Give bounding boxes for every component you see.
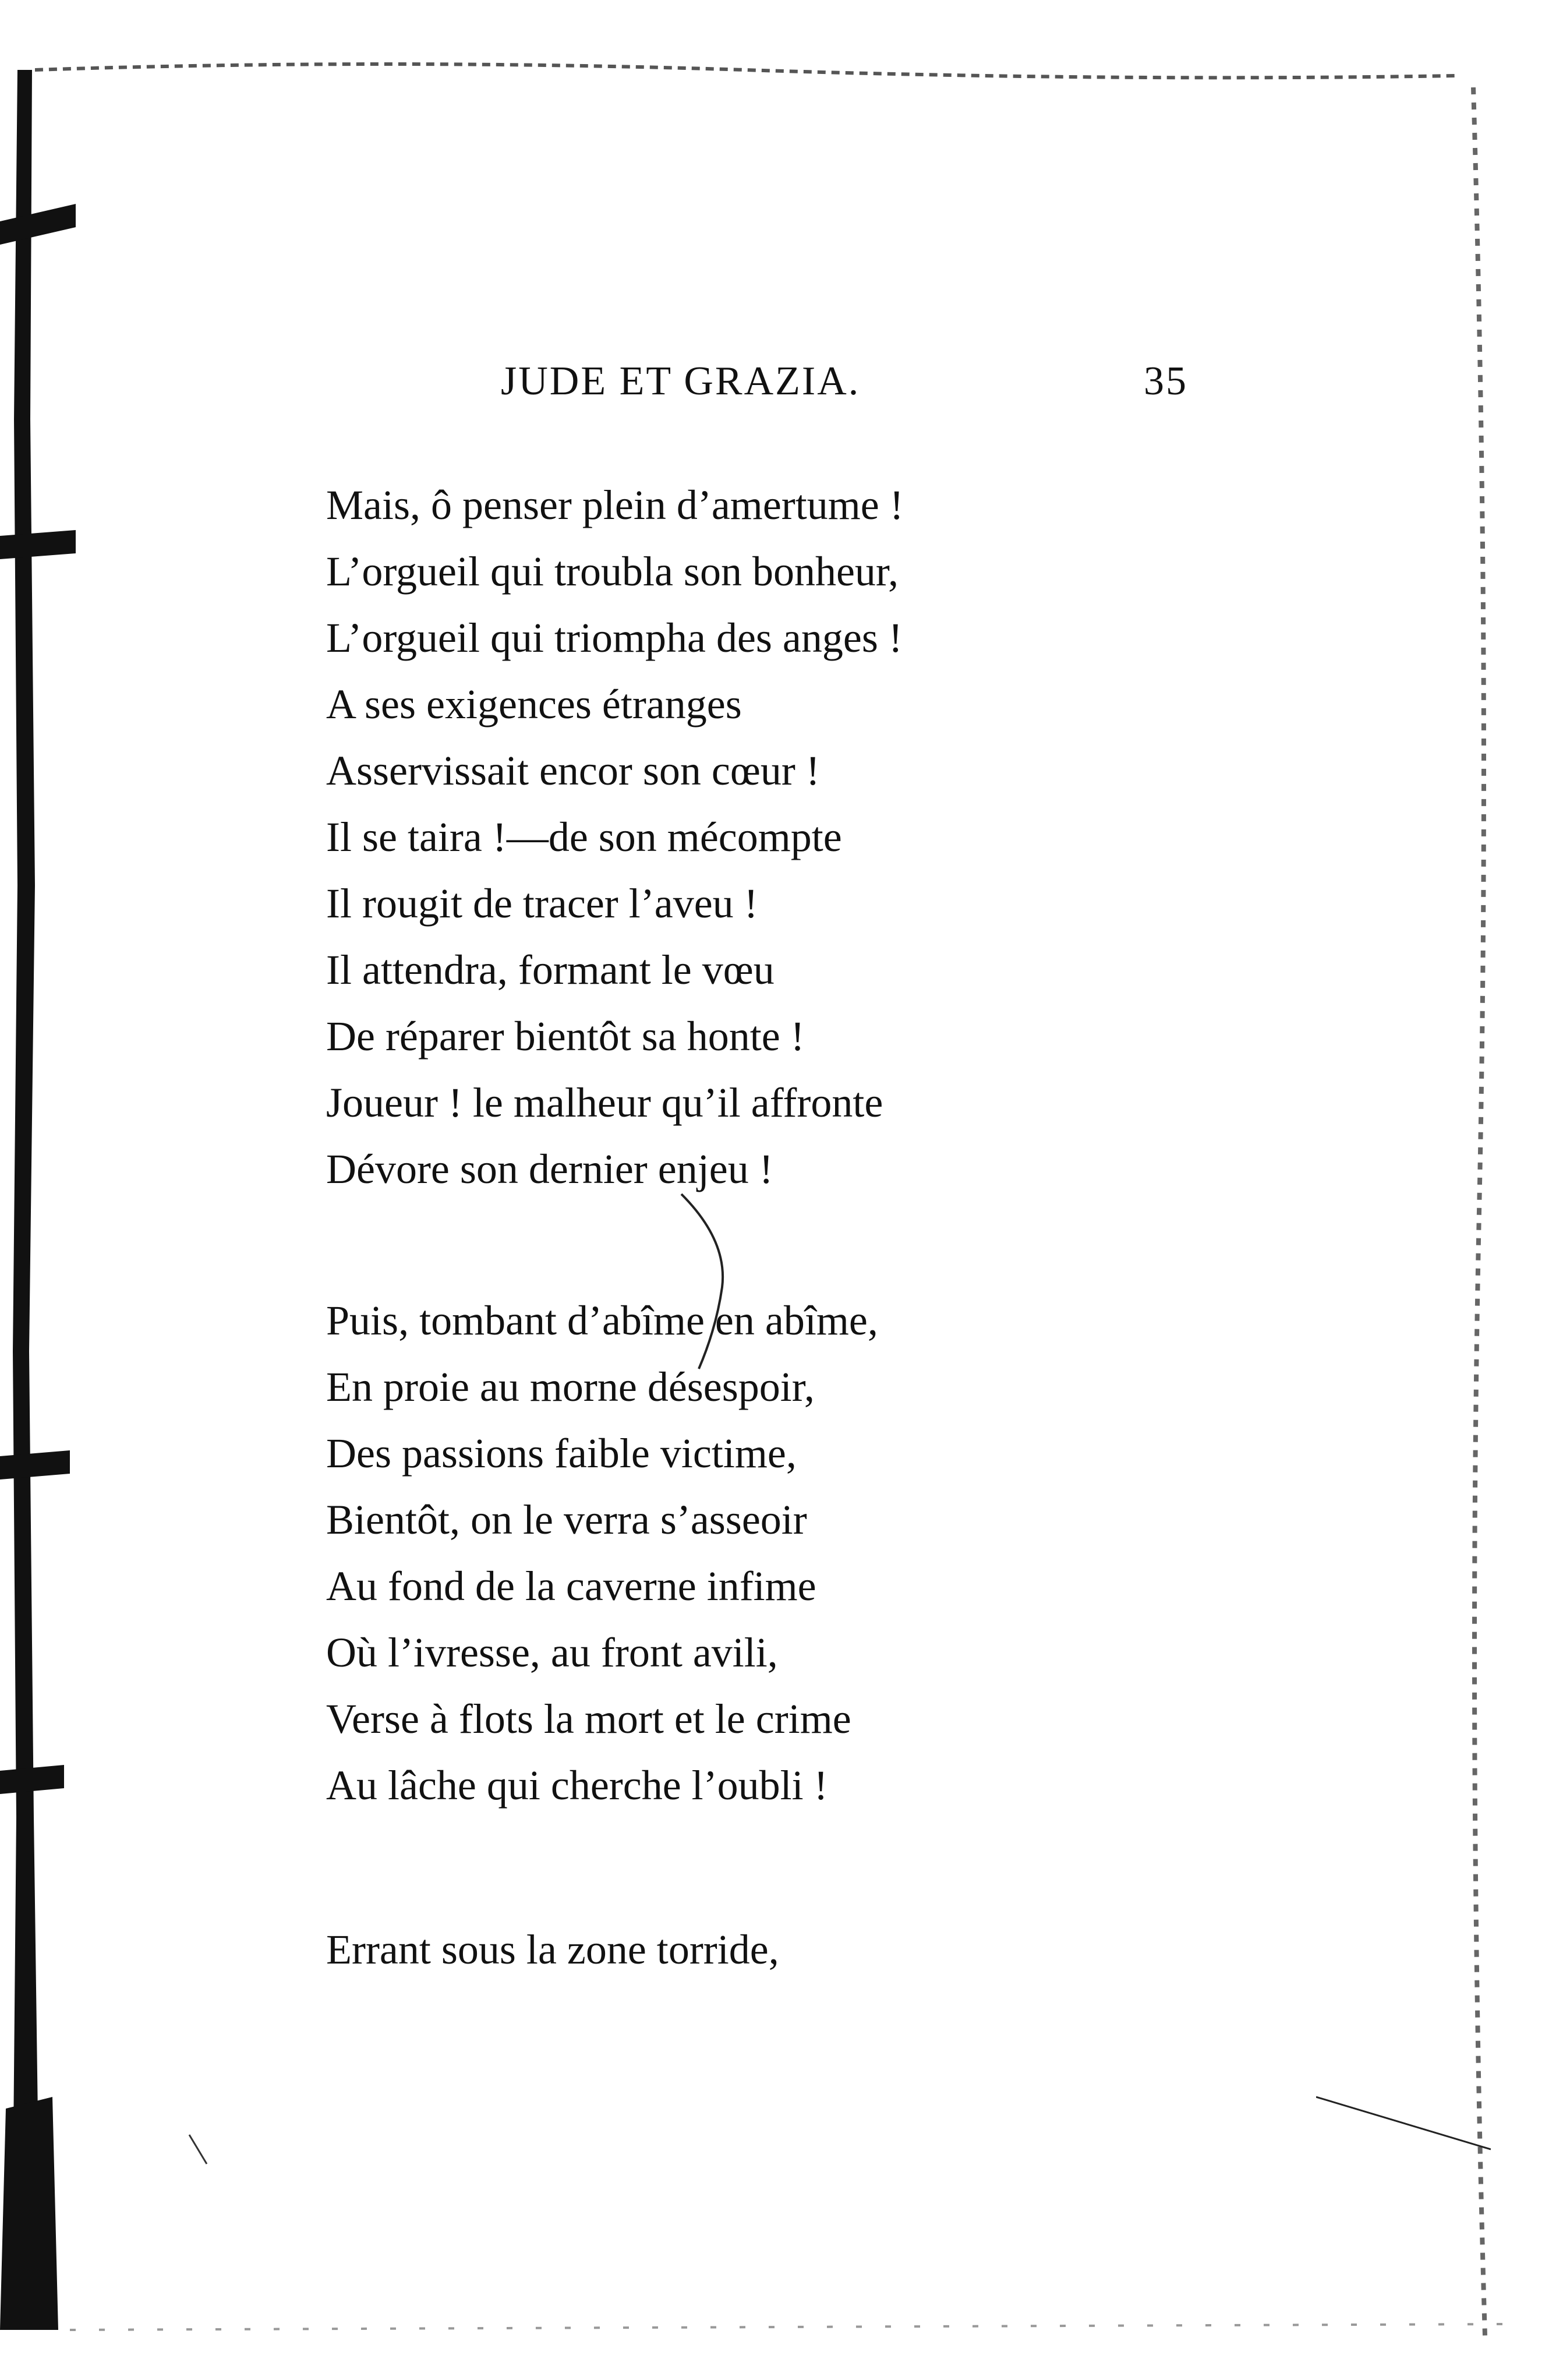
running-title: JUDE ET GRAZIA. <box>501 359 861 404</box>
verse-line: Joueur ! le malheur qu’il affronte <box>326 1079 883 1126</box>
verse-line: Des passions faible victime, <box>326 1430 797 1477</box>
verse-line: Il se taira !—de son mécompte <box>326 814 842 860</box>
verse-line: En proie au morne désespoir, <box>326 1364 815 1410</box>
top-edge-speckle <box>35 52 1456 93</box>
verse-line: Dévore son dernier enjeu ! <box>326 1146 773 1192</box>
verse-line: Verse à flots la mort et le crime <box>326 1696 851 1742</box>
binding-edge-marks <box>0 70 76 2330</box>
stray-pencil-tick <box>186 2132 210 2167</box>
page-number: 35 <box>1144 359 1188 404</box>
verse-line: Au lâche qui cherche l’oubli ! <box>326 1762 828 1809</box>
verse-line: Il attendra, formant le vœu <box>326 947 775 993</box>
verse-line: Bientôt, on le verra s’asseoir <box>326 1496 807 1543</box>
right-edge-speckle <box>1438 87 1508 2336</box>
verse-line: Puis, tombant d’abîme en abîme, <box>326 1297 878 1344</box>
verse-line: L’orgueil qui triompha des anges ! <box>326 615 903 661</box>
stanza <box>326 1916 1316 1983</box>
verse-line: Il rougit de tracer l’aveu ! <box>326 880 758 927</box>
page-header <box>501 358 1188 411</box>
verse-line: De réparer bientôt sa honte ! <box>326 1013 805 1060</box>
stanza <box>326 1287 1316 1818</box>
stray-pencil-line <box>1316 2085 1491 2155</box>
verse-line: Errant sous la zone torride, <box>326 1926 779 1973</box>
verse-line: Asservissait encor son cœur ! <box>326 747 820 794</box>
bottom-edge-speckle <box>70 2307 1502 2342</box>
verse-line: L’orgueil qui troubla son bonheur, <box>326 548 899 595</box>
verse-line: A ses exigences étranges <box>326 681 742 728</box>
verse-line: Mais, ô penser plein d’amertume ! <box>326 482 904 528</box>
stanza <box>326 472 1316 1202</box>
verse-line: Où l’ivresse, au front avili, <box>326 1629 778 1676</box>
verse-line: Au fond de la caverne infime <box>326 1563 816 1609</box>
